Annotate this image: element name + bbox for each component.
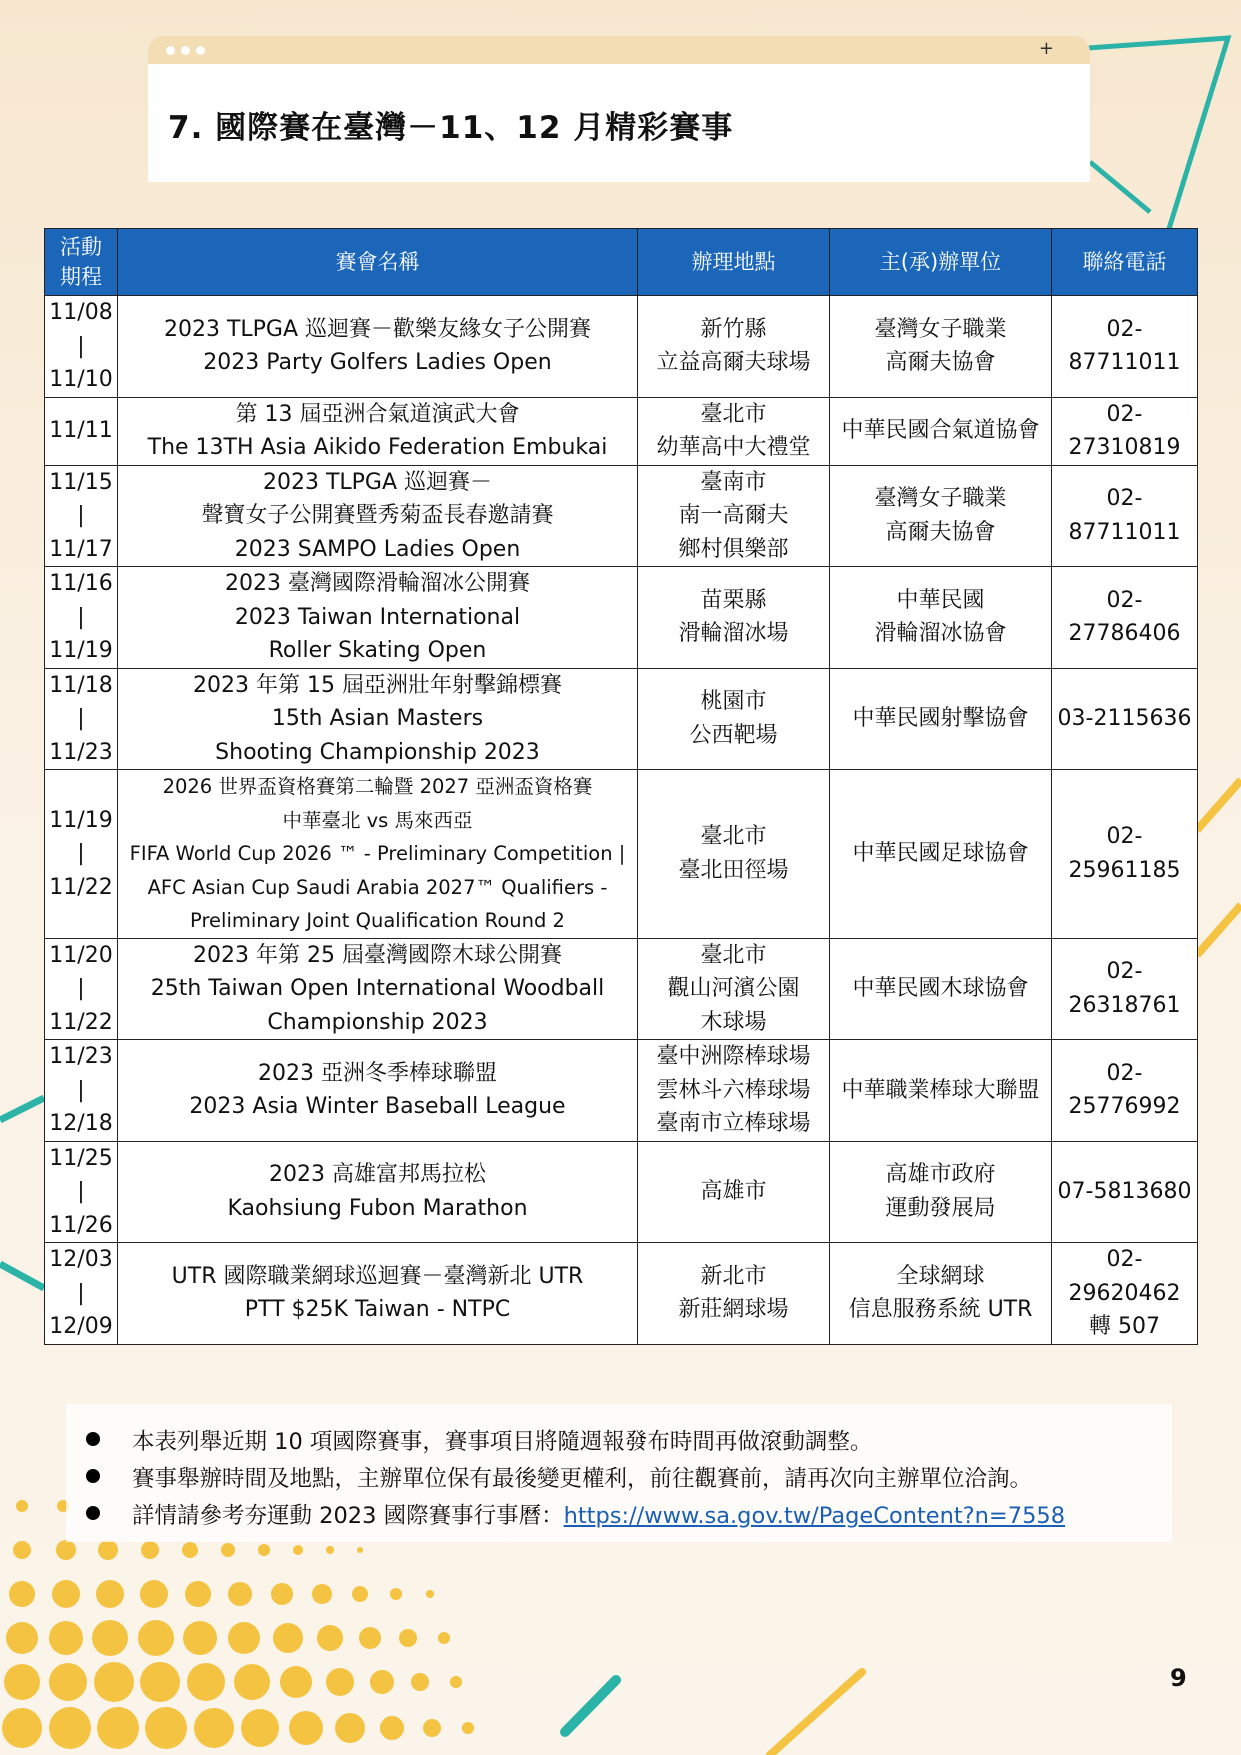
plus-icon: + — [1038, 38, 1054, 59]
cell-phone: 02-26318761 — [1052, 938, 1198, 1040]
cell-date: 11/19 | 11/22 — [45, 770, 118, 939]
cell-event-name: UTR 國際職業網球巡迴賽－臺灣新北 UTR PTT $25K Taiwan - NTPC — [118, 1243, 638, 1345]
cell-venue: 苗栗縣 滑輪溜冰場 — [638, 567, 830, 669]
cell-venue: 臺南市 南一高爾夫 鄉村俱樂部 — [638, 465, 830, 567]
note-link-prefix: 詳情請參考夯運動 2023 國際賽事行事曆： — [132, 1503, 564, 1529]
calendar-link[interactable]: https://www.sa.gov.tw/PageContent?n=7558 — [563, 1503, 1066, 1529]
cell-venue: 新北市 新莊網球場 — [638, 1243, 830, 1345]
cell-phone: 02-27786406 — [1052, 567, 1198, 669]
page-title: 7. 國際賽在臺灣－11、12 月精彩賽事 — [168, 110, 734, 146]
events-table — [44, 228, 1198, 1345]
note-text: 賽事舉辦時間及地點，主辦單位保有最後變更權利，前往觀賽前，請再次向主辦單位洽詢。 — [132, 1466, 1033, 1492]
table-row — [45, 1243, 1198, 1345]
cell-event-name: 2023 年第 15 屆亞洲壯年射擊錦標賽 15th Asian Masters Shooting Championship 2023 — [118, 668, 638, 770]
cell-date: 11/11 — [45, 397, 118, 465]
cell-venue: 臺北市 觀山河濱公園 木球場 — [638, 938, 830, 1040]
teal-stripe-left-2 — [0, 1264, 44, 1288]
header-event-name: 賽會名稱 — [118, 229, 638, 296]
table-row — [45, 296, 1198, 398]
yellow-stripe-right-2 — [1197, 905, 1241, 955]
cell-organizer: 臺灣女子職業 高爾夫協會 — [830, 465, 1052, 567]
cell-organizer: 臺灣女子職業 高爾夫協會 — [830, 296, 1052, 398]
cell-event-name: 2023 臺灣國際滑輪溜冰公開賽 2023 Taiwan International Roller Skating Open — [118, 567, 638, 669]
cell-event-name: 2023 高雄富邦馬拉松 Kaohsiung Fubon Marathon — [118, 1141, 638, 1243]
cell-phone: 07-5813680 — [1052, 1141, 1198, 1243]
table-row — [45, 1040, 1198, 1142]
cell-organizer: 中華職業棒球大聯盟 — [830, 1040, 1052, 1142]
cell-organizer: 全球網球 信息服務系統 UTR — [830, 1243, 1052, 1345]
cell-event-name: 2023 TLPGA 巡迴賽－歡樂友緣女子公開賽 2023 Party Golfers Ladies Open — [118, 296, 638, 398]
table-row — [45, 938, 1198, 1040]
cell-organizer: 高雄市政府 運動發展局 — [830, 1141, 1052, 1243]
cell-organizer: 中華民國射擊協會 — [830, 668, 1052, 770]
header-date: 活動 期程 — [45, 229, 118, 296]
cell-phone: 03-2115636 — [1052, 668, 1198, 770]
cell-organizer: 中華民國木球協會 — [830, 938, 1052, 1040]
yellow-stripe-bottom — [770, 1672, 862, 1755]
header-phone: 聯絡電話 — [1052, 229, 1198, 296]
table-row — [45, 668, 1198, 770]
cell-phone: 02-29620462 轉 507 — [1052, 1243, 1198, 1345]
note-text-with-link — [132, 1498, 1065, 1530]
table-row — [45, 567, 1198, 669]
cell-venue: 高雄市 — [638, 1141, 830, 1243]
table-row — [45, 397, 1198, 465]
title-card — [148, 64, 1090, 182]
teal-triangle-line — [1088, 38, 1228, 232]
cell-venue: 臺北市 幼華高中大禮堂 — [638, 397, 830, 465]
cell-venue: 臺中洲際棒球場 雲林斗六棒球場 臺南市立棒球場 — [638, 1040, 830, 1142]
cell-date: 11/20 | 11/22 — [45, 938, 118, 1040]
bullet-icon — [86, 1432, 100, 1446]
cell-date: 11/15 | 11/17 — [45, 465, 118, 567]
cell-event-name: 2023 亞洲冬季棒球聯盟 2023 Asia Winter Baseball League — [118, 1040, 638, 1142]
notes-box — [66, 1404, 1172, 1542]
tab-dot-icon — [181, 46, 190, 55]
yellow-stripe-right-1 — [1197, 780, 1241, 830]
teal-stripe-bottom — [565, 1680, 616, 1732]
cell-date: 11/18 | 11/23 — [45, 668, 118, 770]
bullet-icon — [86, 1469, 100, 1483]
table-row — [45, 1141, 1198, 1243]
cell-organizer: 中華民國 滑輪溜冰協會 — [830, 567, 1052, 669]
cell-date: 11/16 | 11/19 — [45, 567, 118, 669]
table-row — [45, 770, 1198, 939]
header-venue: 辦理地點 — [638, 229, 830, 296]
teal-stripe-left-1 — [0, 1098, 44, 1120]
title-tab-bar — [148, 36, 1090, 64]
cell-venue: 新竹縣 立益高爾夫球場 — [638, 296, 830, 398]
cell-date: 12/03 | 12/09 — [45, 1243, 118, 1345]
tab-dot-icon — [196, 46, 205, 55]
table-header-row — [45, 229, 1198, 296]
cell-venue: 臺北市 臺北田徑場 — [638, 770, 830, 939]
cell-event-name: 2023 TLPGA 巡迴賽－ 聲寶女子公開賽暨秀菊盃長春邀請賽 2023 SAMPO Ladies Open — [118, 465, 638, 567]
cell-phone: 02-25961185 — [1052, 770, 1198, 939]
cell-organizer: 中華民國足球協會 — [830, 770, 1052, 939]
cell-event-name: 2023 年第 25 屆臺灣國際木球公開賽 25th Taiwan Open International Woodball Championship 2023 — [118, 938, 638, 1040]
cell-phone: 02-87711011 — [1052, 465, 1198, 567]
cell-venue: 桃園市 公西靶場 — [638, 668, 830, 770]
page-number: 9 — [1170, 1664, 1187, 1692]
cell-phone: 02-87711011 — [1052, 296, 1198, 398]
note-text: 本表列舉近期 10 項國際賽事，賽事項目將隨週報發布時間再做滾動調整。 — [132, 1429, 873, 1455]
tab-dot-icon — [166, 46, 175, 55]
table-row — [45, 465, 1198, 567]
cell-date: 11/08 | 11/10 — [45, 296, 118, 398]
teal-diagonal-line — [1090, 162, 1150, 212]
cell-phone: 02-25776992 — [1052, 1040, 1198, 1142]
header-organizer: 主(承)辦單位 — [830, 229, 1052, 296]
cell-event-name: 第 13 屆亞洲合氣道演武大會 The 13TH Asia Aikido Federation Embukai — [118, 397, 638, 465]
cell-event-name: 2026 世界盃資格賽第二輪暨 2027 亞洲盃資格賽 中華臺北 vs 馬來西亞 FIFA World Cup 2026 ™ - Preliminary Competition | AFC Asian Cup Saudi Arabia 2027™ Qualifiers - Preliminary Joint Qualification Round 2 — [118, 770, 638, 939]
cell-date: 11/23 | 12/18 — [45, 1040, 118, 1142]
cell-phone: 02-27310819 — [1052, 397, 1198, 465]
cell-date: 11/25 | 11/26 — [45, 1141, 118, 1243]
cell-organizer: 中華民國合氣道協會 — [830, 397, 1052, 465]
bullet-icon — [86, 1506, 100, 1520]
